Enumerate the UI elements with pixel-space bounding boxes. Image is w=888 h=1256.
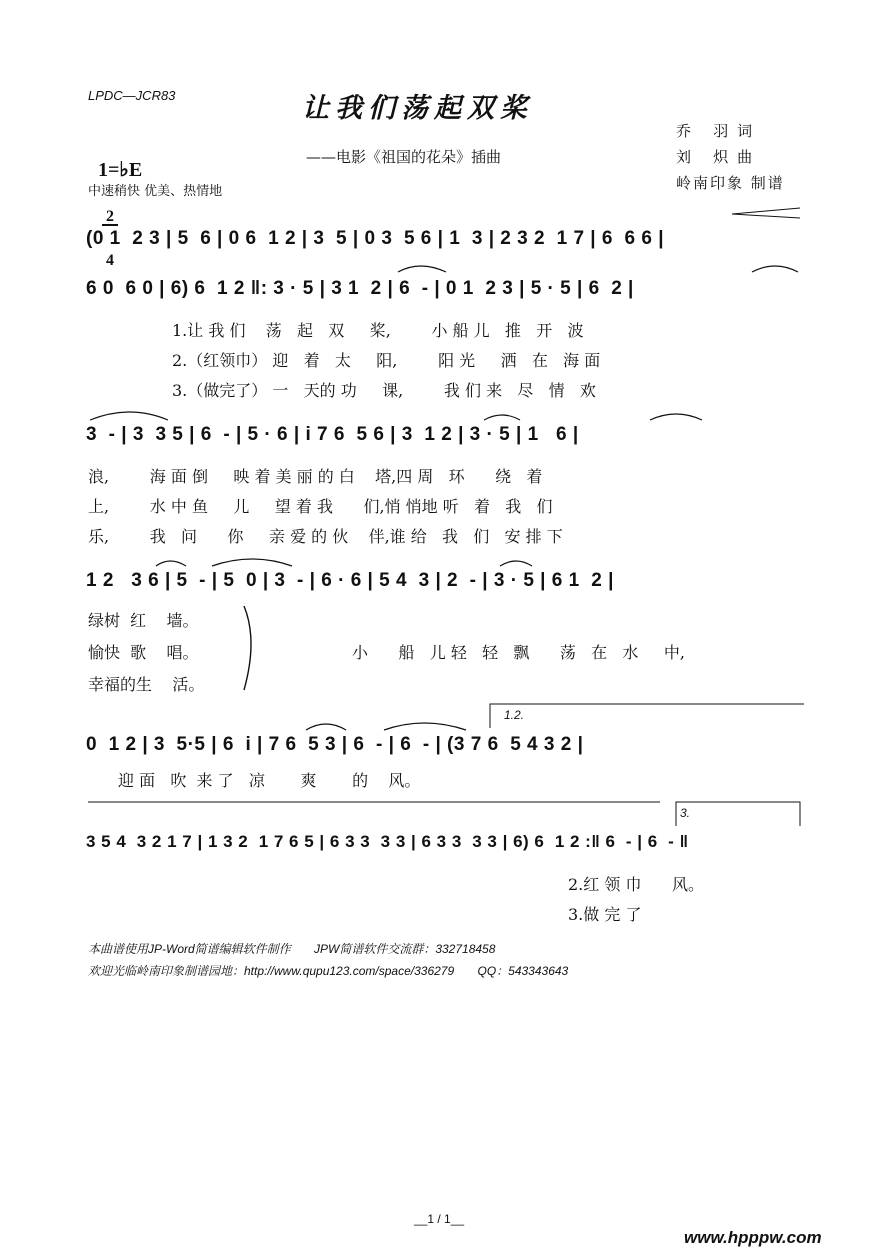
composer-credit: 刘 炽 曲: [676, 148, 755, 166]
score-line-1: (0 1 2 3 | 5 6 | 0 6 1 2 | 3 5 | 0 3 5 6 | 1 3 | 2 3 2 1 7 | 6 6 6 |: [86, 228, 665, 249]
key-label: 1=♭E: [98, 159, 143, 181]
volta-1-2-bracket: [490, 704, 804, 728]
watermark: www.hpppw.com: [684, 1228, 822, 1247]
tempo-marking: 中速稍快 优美、热情地: [88, 184, 223, 199]
time-signature-top: 2: [102, 210, 118, 226]
lyric-line-3-verse-2: 上, 水 中 鱼 儿 望 着 我 们,悄 悄地 听 着 我 们: [88, 497, 553, 516]
lyric-line-4-verse-1: 绿树 红 墙。: [88, 611, 199, 630]
lyric-line-6-verse-2: 2.红 领 巾 风。: [568, 875, 704, 894]
lyric-line-3-verse-1: 浪, 海 面 倒 映 着 美 丽 的 白 塔,四 周 环 绕 着: [88, 467, 543, 486]
lyric-line-3-verse-3: 乐, 我 问 你 亲 爱 的 伙 伴,谁 给 我 们 安 排 下: [88, 527, 563, 546]
slur: [752, 266, 798, 272]
volta-3-label: 3.: [680, 806, 691, 820]
lyric-line-2-verse-3: 3.（做完了） 一 天的 功 课, 我 们 来 尽 情 欢: [172, 381, 596, 400]
time-signature-bottom: 4: [106, 252, 114, 269]
slur: [484, 415, 520, 420]
score-code: LPDC—JCR83: [88, 88, 176, 103]
slur: [650, 414, 702, 420]
score-line-2: 6 0 6 0 | 6) 6 1 2 ‖: 3 · 5 | 3 1 2 | 6 - | 0 1 2 3 | 5 · 5 | 6 2 |: [86, 278, 634, 299]
footer-website-note: 欢迎光临岭南印象制谱园地：http://www.qupu123.com/space/336279 QQ：543343643: [88, 964, 569, 978]
song-title: 让我们荡起双桨: [302, 93, 533, 124]
volta-3-bracket: [676, 802, 800, 826]
slur: [90, 412, 168, 420]
crescendo-mark: [732, 208, 800, 214]
arranger-credit: 岭南印象 制谱: [676, 174, 785, 192]
song-subtitle: ——电影《祖国的花朵》插曲: [306, 148, 502, 166]
slur: [212, 559, 292, 566]
lyric-line-2-verse-2: 2.（红领巾） 迎 着 太 阳, 阳 光 洒 在 海 面: [172, 351, 601, 370]
score-line-4: 1 2 3 6 | 5 - | 5 0 | 3 - | 6 · 6 | 5 4 3 | 2 - | 3 · 5 | 6 1 2 |: [86, 570, 614, 591]
verse-brace: [244, 606, 251, 690]
lyric-line-4-verse-3: 幸福的生 活。: [88, 675, 205, 694]
score-line-6: 3 5 4 3 2 1 7 | 1 3 2 1 7 6 5 | 6 3 3 3 3 | 6 3 3 3 3 | 6) 6 1 2 :‖ 6 - | 6 - ‖: [86, 832, 689, 851]
lyric-line-4-verse-2: 愉快 歌 唱。: [88, 643, 199, 662]
lyric-line-2-verse-1: 1.让 我 们 荡 起 双 桨, 小 船 儿 推 开 波: [172, 321, 584, 340]
lyric-line-4-chorus: 小 船 儿 轻 轻 飘 荡 在 水 中,: [352, 643, 685, 662]
slur: [156, 561, 186, 566]
volta-1-2-label: 1.2.: [504, 708, 525, 722]
footer-software-note: 本曲谱使用JP-Word简谱编辑软件制作 JPW简谱软件交流群：332718458: [88, 942, 496, 956]
slur: [398, 266, 446, 272]
score-line-3: 3 - | 3 3 5 | 6 - | 5 · 6 | i 7 6 5 6 | 3 1 2 | 3 · 5 | 1 6 |: [86, 424, 579, 445]
slur: [384, 723, 466, 730]
lyricist-credit: 乔 羽 词: [676, 122, 755, 140]
score-line-5: 0 1 2 | 3 5·5 | 6 i | 7 6 5 3 | 6 - | 6 - | (3 7 6 5 4 3 2 |: [86, 734, 584, 755]
slur: [306, 724, 346, 730]
slur: [500, 561, 532, 566]
lyric-line-6-verse-3: 3.做 完 了: [568, 905, 642, 924]
page-number: __1 / 1__: [414, 1212, 465, 1226]
crescendo-mark-2: [732, 214, 800, 218]
lyric-line-5: 迎 面 吹 来 了 凉 爽 的 风。: [118, 771, 421, 790]
